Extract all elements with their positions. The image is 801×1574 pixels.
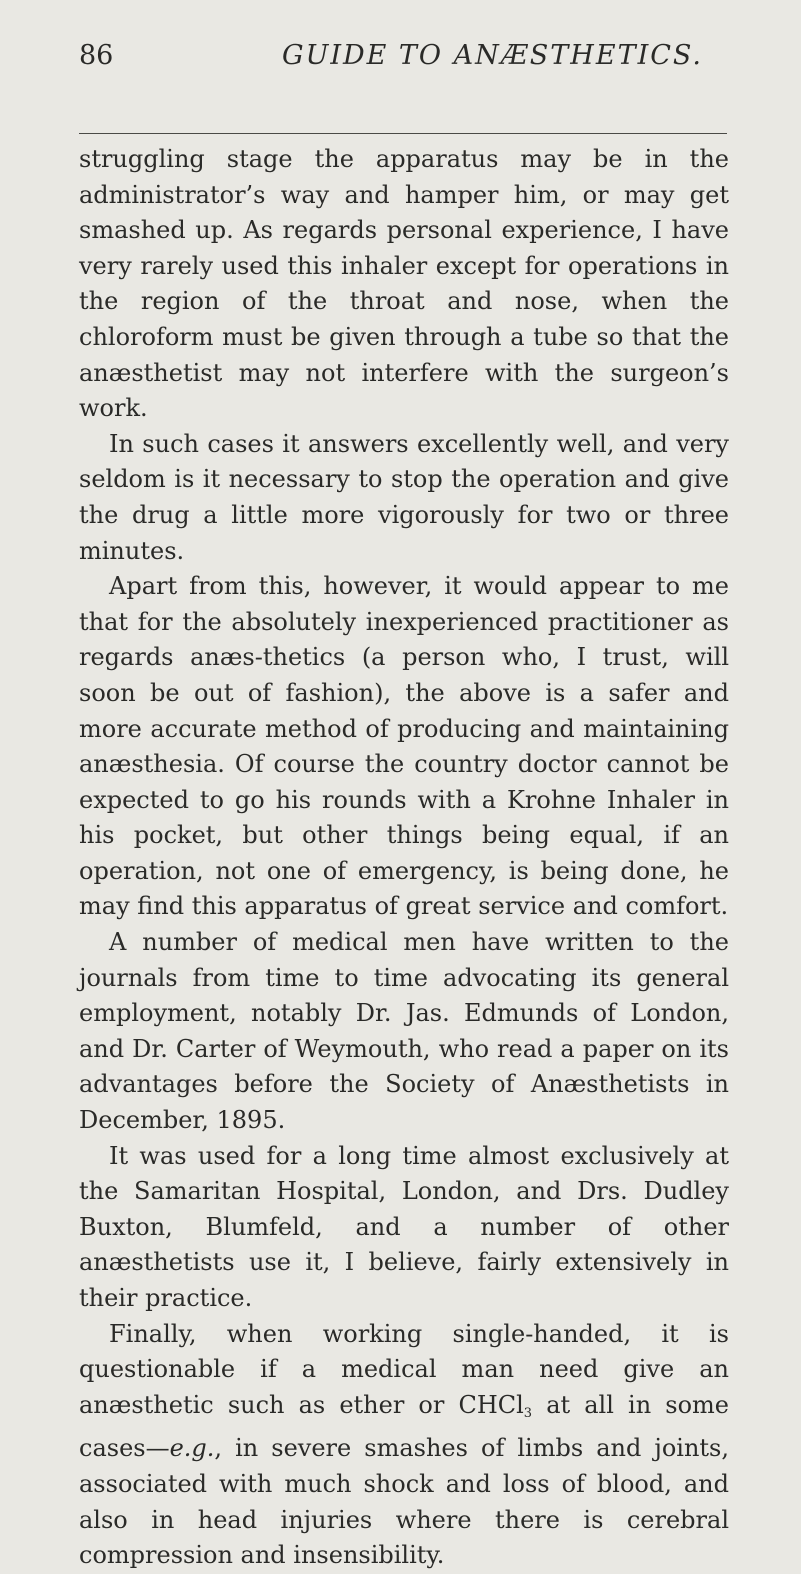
paragraph: In such cases it answers excellently well, and very seldom is it necessary to stop the operation and give the drug a little more vigorously for two or three minutes. xyxy=(79,429,729,565)
page-number: 86 xyxy=(79,40,114,71)
paragraph xyxy=(79,1317,729,1574)
paragraph-text: at all in some cases— xyxy=(79,1390,729,1463)
page-header xyxy=(0,36,801,76)
paragraph: struggling stage the apparatus may be in the administrator’s way and hamper him, or may get smashed up. As regards personal experience, I have very rarely used this inhaler except for operations in the region of the throat and nose, when the chloroform must be given through a tube so that the anæsthetist may not interfere with the surgeon’s work. xyxy=(79,145,729,423)
paragraph: A number of medical men have written to the journals from time to time advocating its general employment, notably Dr. Jas. Edmunds of London, and Dr. Carter of Weymouth, who read a paper on its advantages before the Society of Anæsthetists in December, 1895. xyxy=(79,928,729,1135)
body-text xyxy=(79,142,729,1574)
header-rule xyxy=(79,133,727,134)
subscript: 3 xyxy=(523,1405,533,1421)
paragraph-text: Finally, when working single-handed, it is questionable if a medical man need give an anæsthetic such as ether or CHCl xyxy=(79,1319,729,1419)
paragraph-text: , in severe smashes of limbs and joints, associated with much shock and loss of blood, and also in head injuries where there is cerebral compression and insensibility. xyxy=(79,1434,729,1570)
running-title: GUIDE TO ANÆSTHETICS. xyxy=(282,40,704,71)
paragraph: Apart from this, however, it would appear to me that for the absolutely inexperienced practitioner as regards anæs-thetics (a person who, I trust, will soon be out of fashion), the above is a safer and more accurate method of producing and maintaining anæsthesia. Of course the country doctor cannot be expected to go his rounds with a Krohne Inhaler in his pocket, but other things being equal, if an operation, not one of emergency, is being done, he may find this apparatus of great service and comfort. xyxy=(79,572,729,921)
paragraph: It was used for a long time almost exclusively at the Samaritan Hospital, London, and Drs. Dudley Buxton, Blumfeld, and a number of other anæsthetists use it, I believe, fairly extensively in their practice. xyxy=(79,1141,729,1312)
italic-text: e.g. xyxy=(169,1434,215,1463)
